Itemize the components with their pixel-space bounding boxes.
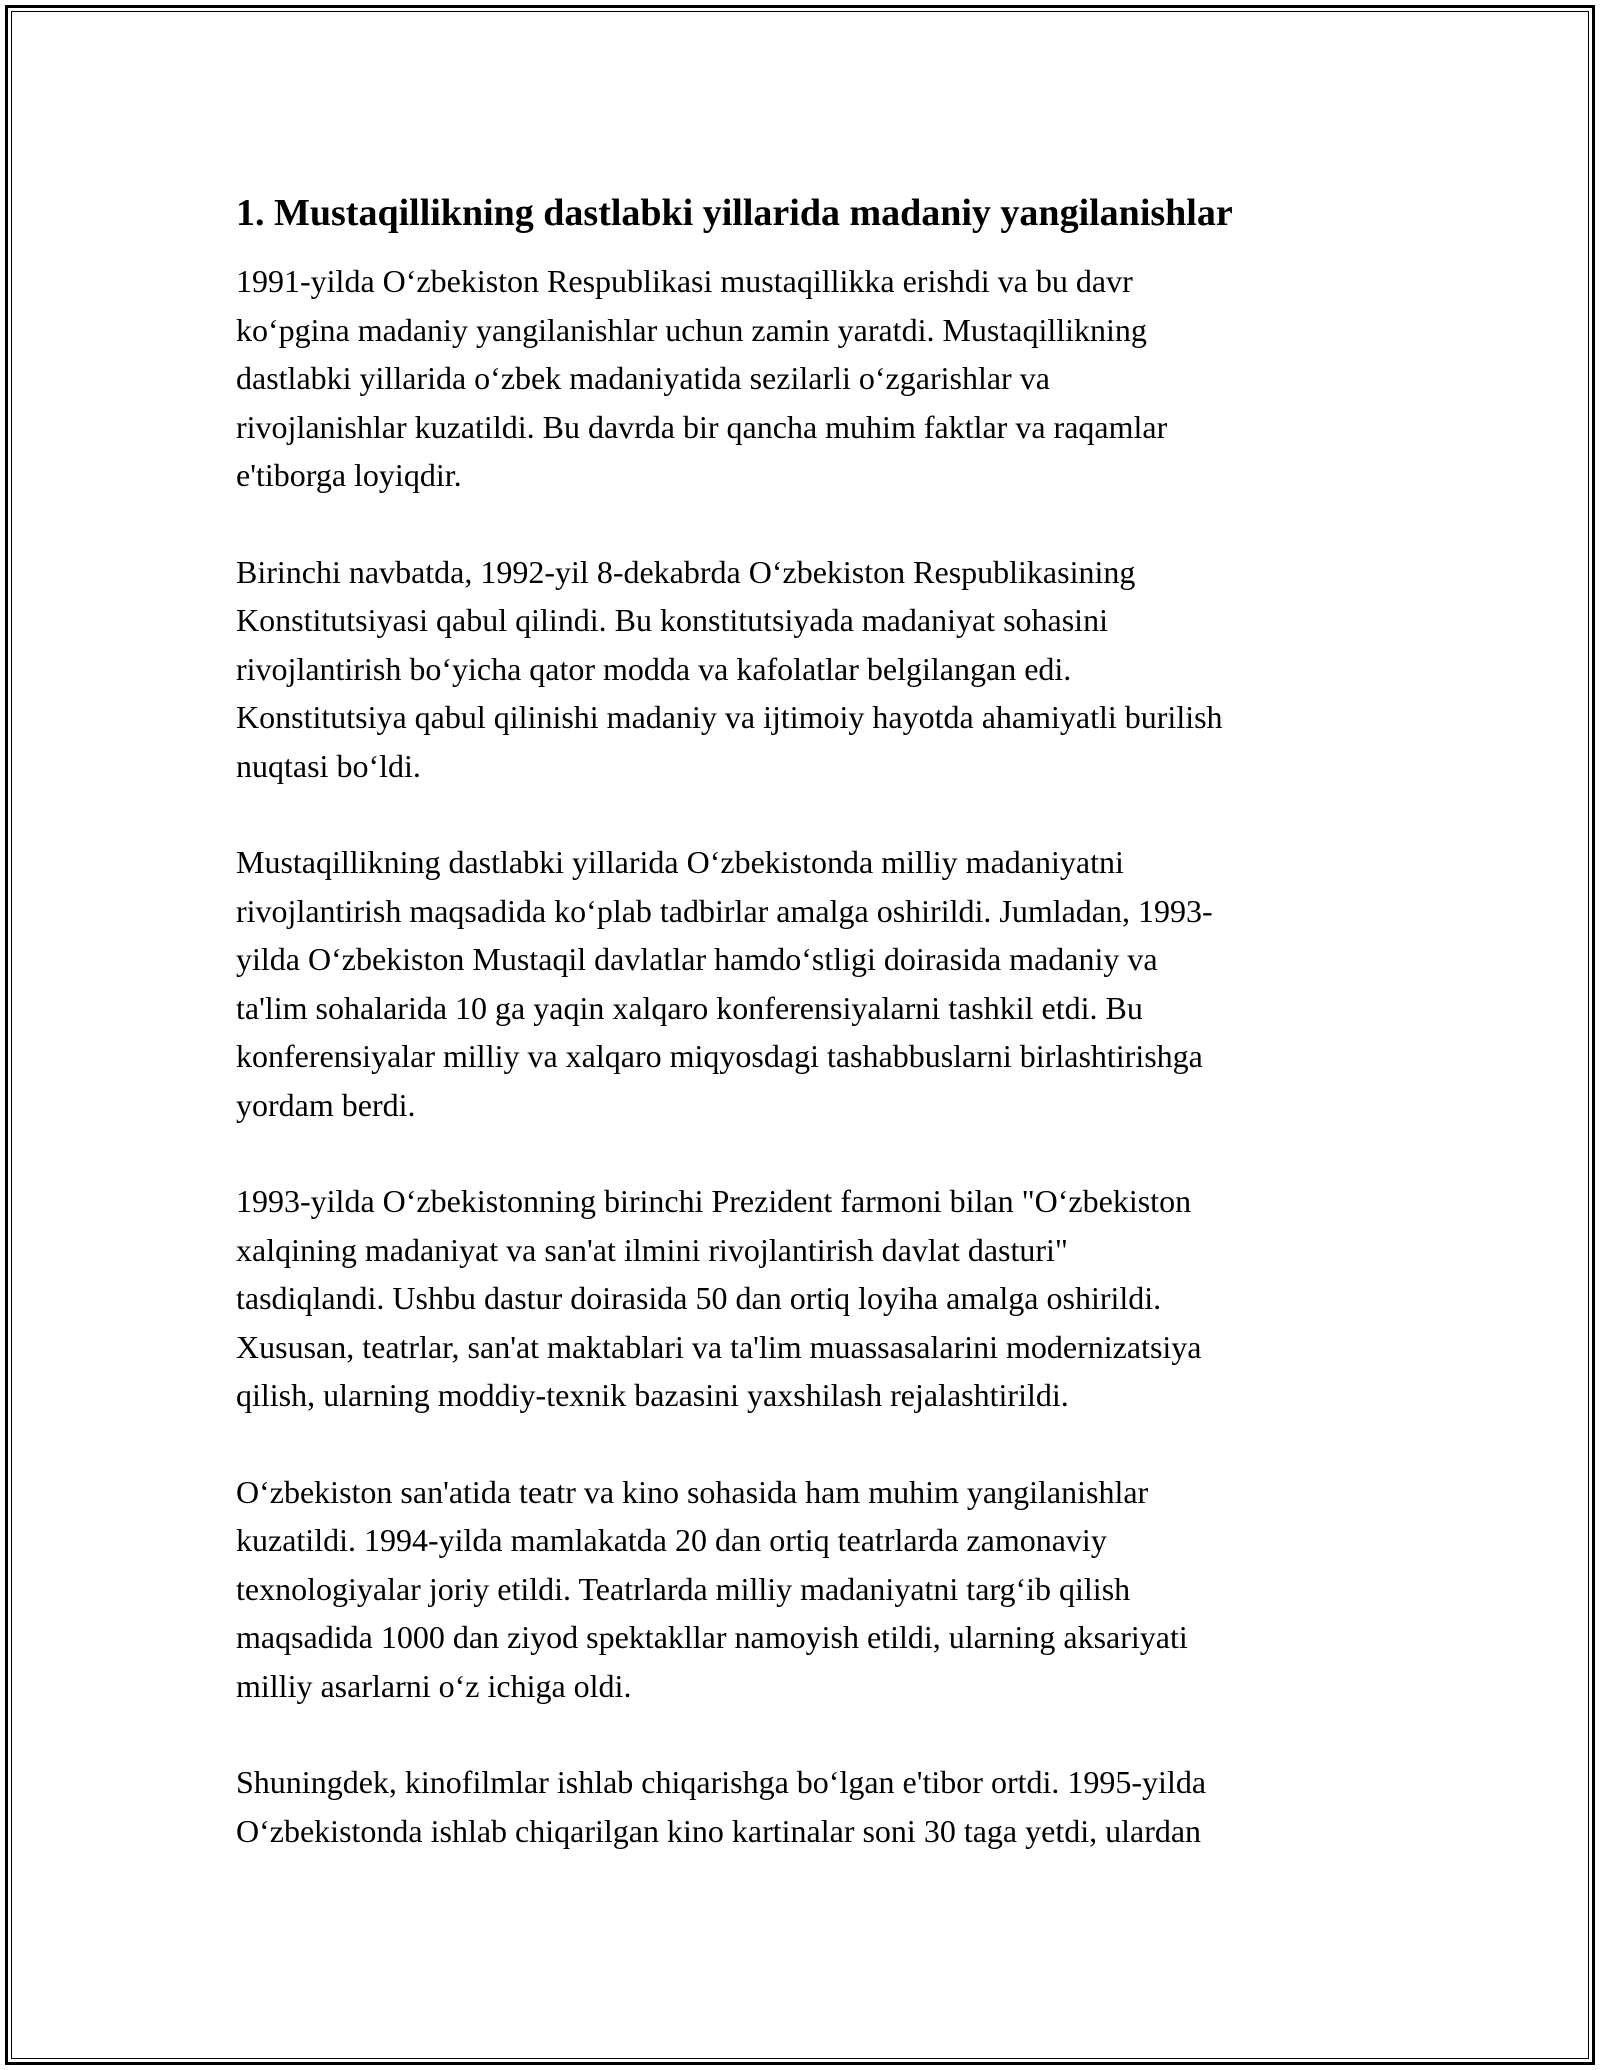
paragraph-6 (236, 1758, 1386, 1855)
section-title: 1. Mustaqillikning dastlabki yillarida madaniy yangilanishlar (236, 192, 1233, 234)
text-line: rivojlantirish maqsadida koʻplab tadbirlar amalga oshirildi. Jumladan, 1993- (236, 892, 1213, 929)
text-line: rivojlantirish boʻyicha qator modda va kafolatlar belgilangan edi. (236, 650, 1072, 687)
text-line: xalqining madaniyat va san'at ilmini rivojlantirish davlat dasturi" (236, 1231, 1068, 1268)
paragraph-2 (236, 548, 1386, 791)
text-line: Konstitutsiyasi qabul qilindi. Bu konstitutsiyada madaniyat sohasini (236, 602, 1108, 638)
text-line: Mustaqillikning dastlabki yillarida Oʻzbekistonda milliy madaniyatni (236, 844, 1124, 880)
paragraph-5 (236, 1468, 1386, 1711)
paragraph-1 (236, 257, 1386, 500)
text-line: rivojlanishlar kuzatildi. Bu davrda bir qancha muhim faktlar va raqamlar (236, 408, 1168, 445)
text-line: konferensiyalar milliy va xalqaro miqyosdagi tashabbuslarni birlashtirishga (236, 1038, 1203, 1074)
document-body (236, 187, 1386, 1855)
text-line: yordam berdi. (236, 1086, 416, 1123)
paragraph-4 (236, 1177, 1386, 1420)
text-line: Birinchi navbatda, 1992-yil 8-dekabrda Oʻzbekiston Respublikasining (236, 553, 1136, 590)
text-line: nuqtasi boʻldi. (236, 747, 421, 784)
text-line: dastlabki yillarida oʻzbek madaniyatida sezilarli oʻzgarishlar va (236, 360, 1050, 396)
text-line: 1991-yilda Oʻzbekiston Respublikasi mustaqillikka erishdi va bu davr (236, 263, 1133, 299)
text-line: 1993-yilda Oʻzbekistonning birinchi Prezident farmoni bilan "Oʻzbekiston (236, 1183, 1192, 1219)
text-line: qilish, ularning moddiy-texnik bazasini yaxshilash rejalashtirildi. (236, 1377, 1069, 1413)
text-line: texnologiyalar joriy etildi. Teatrlarda milliy madaniyatni targʻib qilish (236, 1570, 1131, 1607)
text-line: e'tiborga loyiqdir. (236, 457, 462, 493)
text-line: maqsadida 1000 dan ziyod spektakllar namoyish etildi, ularning aksariyati (236, 1619, 1188, 1655)
paragraph-3 (236, 838, 1386, 1129)
text-line: yilda Oʻzbekiston Mustaqil davlatlar hamdoʻstligi doirasida madaniy va (236, 941, 1158, 977)
text-line: Shuningdek, kinofilmlar ishlab chiqarishga boʻlgan e'tibor ortdi. 1995-yilda (236, 1764, 1207, 1800)
text-line: Oʻzbekiston san'atida teatr va kino sohasida ham muhim yangilanishlar (236, 1473, 1149, 1510)
text-line: Konstitutsiya qabul qilinishi madaniy va ijtimoiy hayotda ahamiyatli burilish (236, 699, 1223, 735)
text-line: Oʻzbekistonda ishlab chiqarilgan kino kartinalar soni 30 taga yetdi, ulardan (236, 1812, 1202, 1849)
text-line: kuzatildi. 1994-yilda mamlakatda 20 dan ortiq teatrlarda zamonaviy (236, 1522, 1107, 1558)
text-line: koʻpgina madaniy yangilanishlar uchun zamin yaratdi. Mustaqillikning (236, 311, 1147, 348)
text-line: tasdiqlandi. Ushbu dastur doirasida 50 dan ortiq loyiha amalga oshirildi. (236, 1280, 1162, 1316)
text-line: ta'lim sohalarida 10 ga yaqin xalqaro konferensiyalarni tashkil etdi. Bu (236, 989, 1143, 1026)
text-line: milliy asarlarni oʻz ichiga oldi. (236, 1667, 632, 1704)
text-line: Xususan, teatrlar, san'at maktablari va ta'lim muassasalarini modernizatsiya (236, 1328, 1202, 1365)
